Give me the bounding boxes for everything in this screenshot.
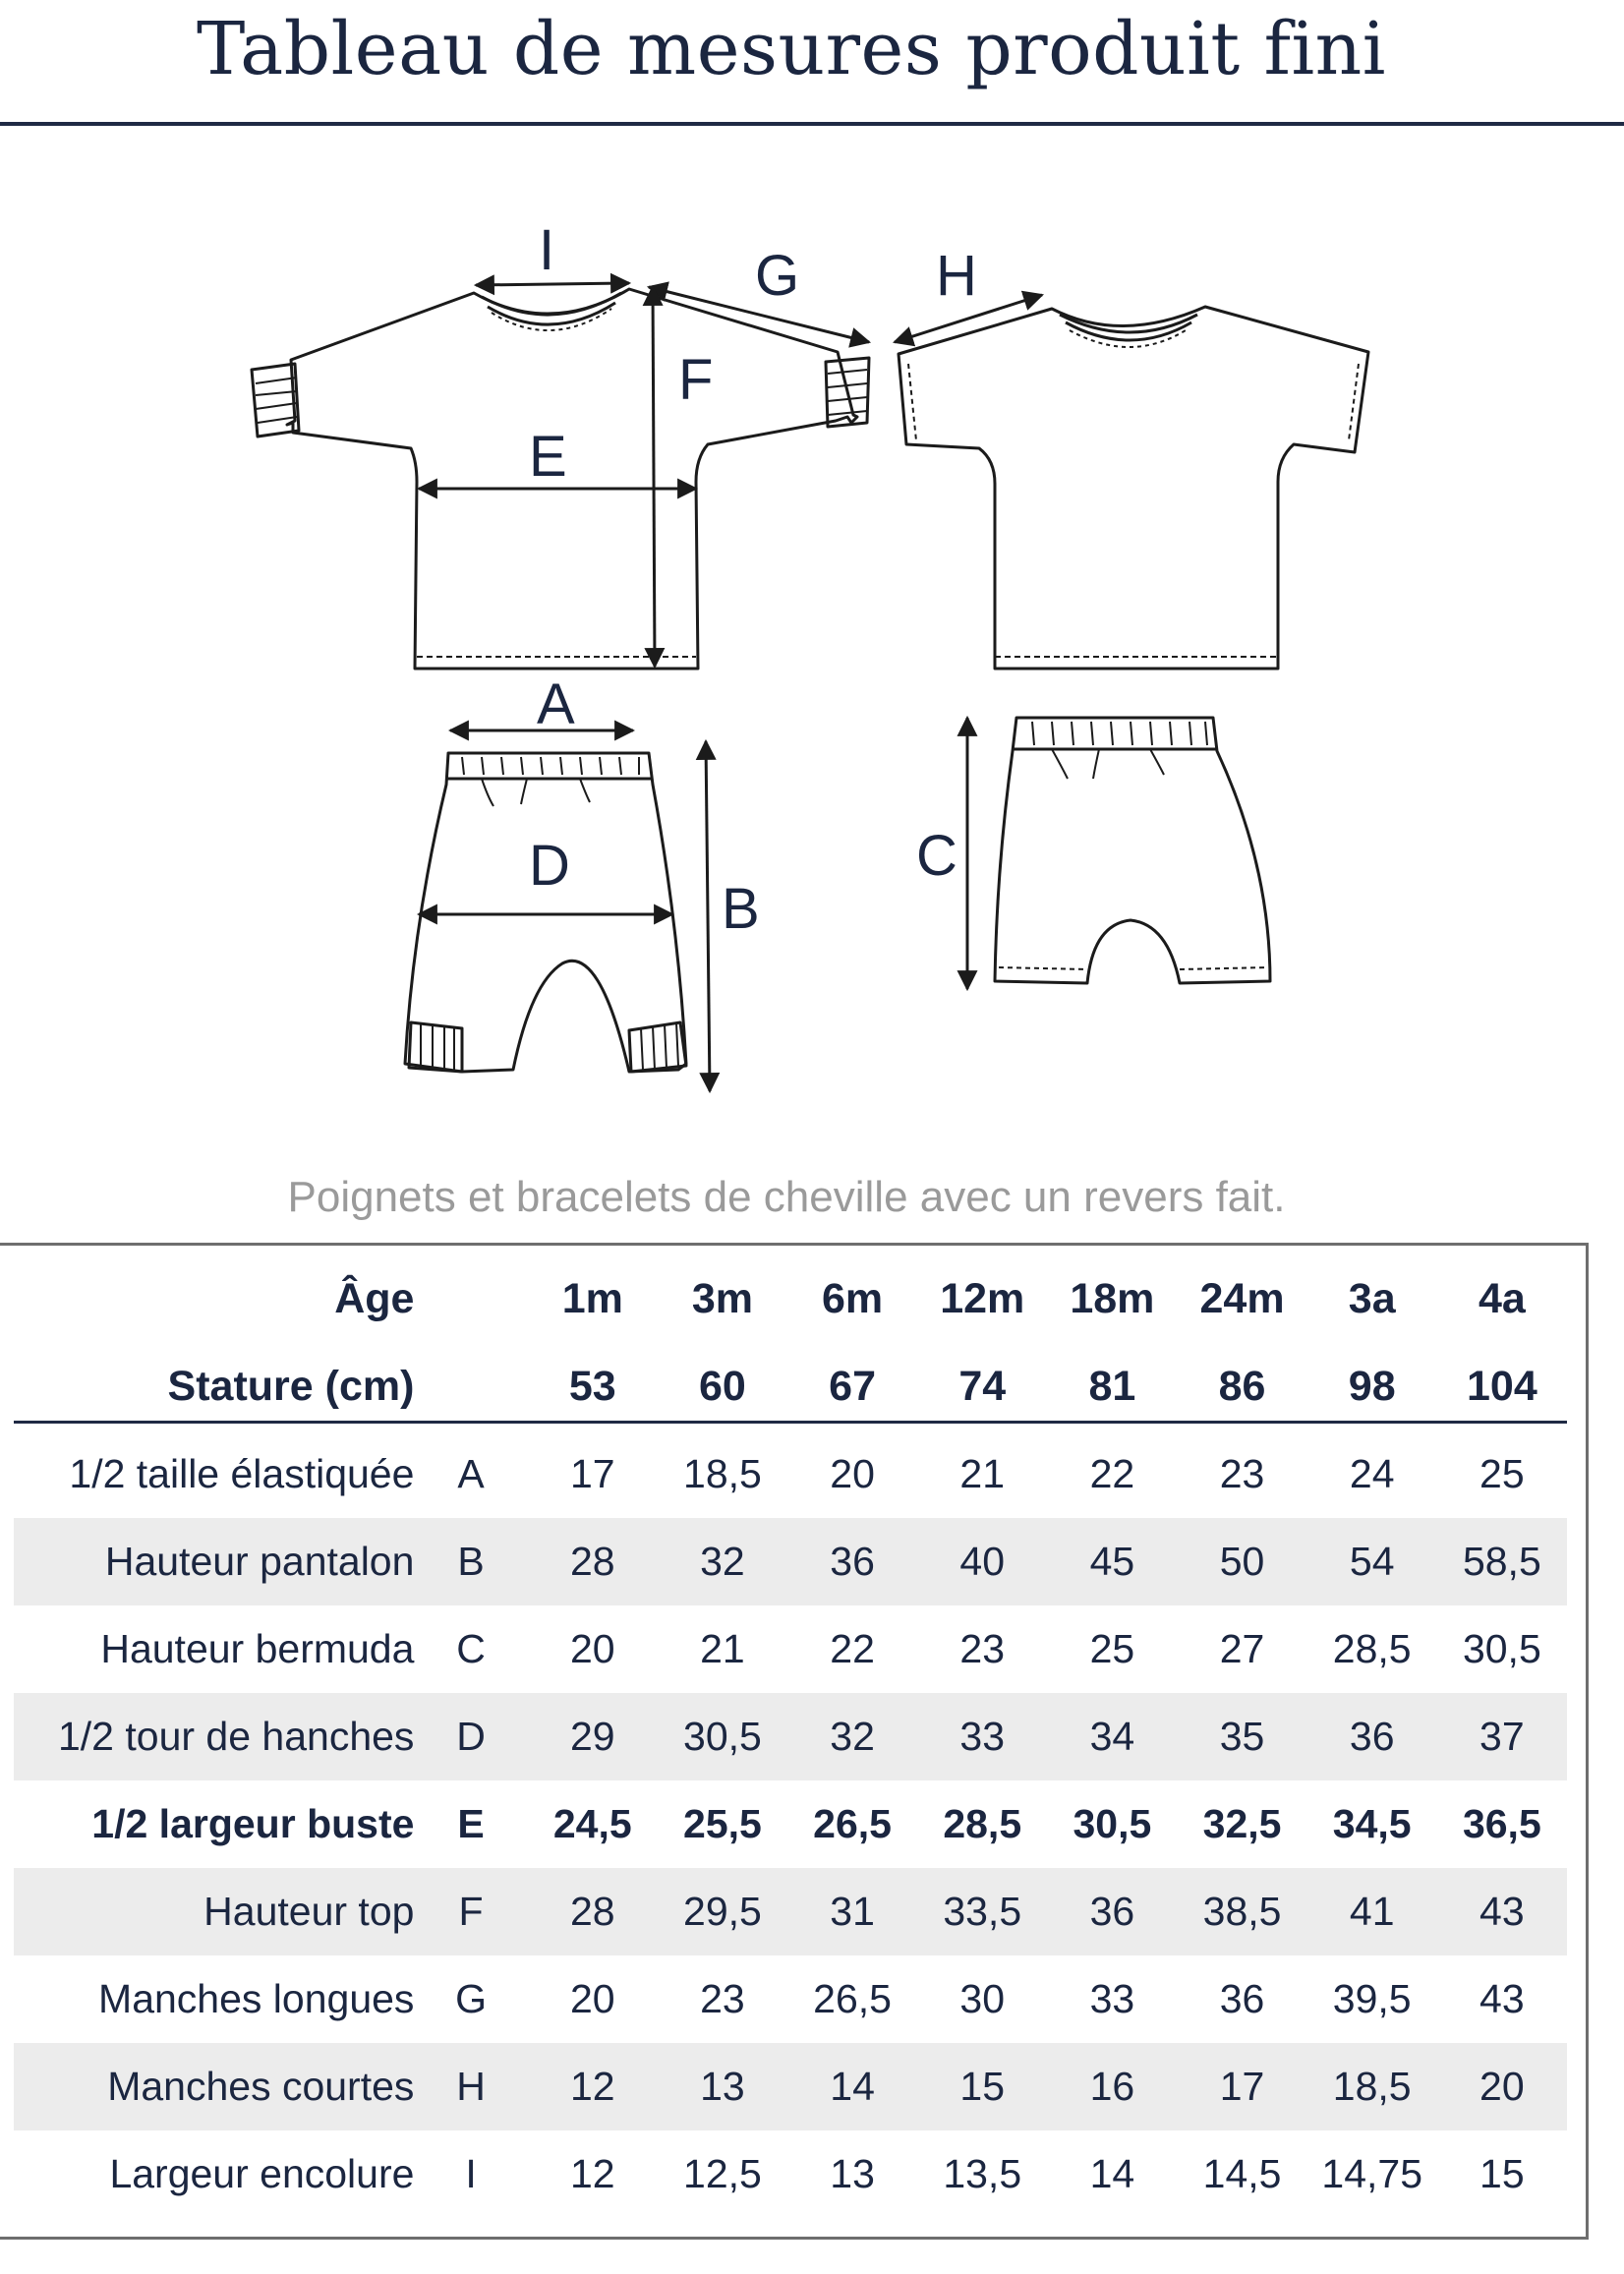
age-cell: 18m: [1070, 1275, 1155, 1322]
label-c: C: [916, 824, 957, 888]
measure-value: 33: [959, 1714, 1006, 1759]
measure-letter: H: [456, 2064, 486, 2109]
measure-value: 31: [830, 1889, 875, 1934]
page-title: Tableau de mesures produit fini: [197, 7, 1386, 91]
label-a: A: [537, 672, 575, 736]
measure-value: 29: [569, 1714, 615, 1759]
measure-value: 18,5: [1332, 2064, 1412, 2109]
measure-label: Manches courtes: [107, 2064, 415, 2109]
measure-value: 32: [830, 1714, 875, 1759]
label-g: G: [755, 244, 800, 308]
measure-letter: C: [456, 1626, 486, 1671]
stature-cell: 53: [568, 1363, 616, 1410]
garment-sketch: [0, 177, 1624, 1121]
garment-diagram: [0, 177, 1624, 1121]
measure-value: 30,5: [1073, 1801, 1152, 1846]
label-h: H: [936, 244, 977, 308]
measure-value: 25,5: [683, 1801, 762, 1846]
measure-value: 40: [959, 1539, 1006, 1584]
measure-value: 23: [700, 1976, 745, 2021]
age-cell: 4a: [1478, 1275, 1526, 1322]
short-sleeve-top-sketch: [899, 307, 1368, 669]
age-header-row: [14, 1255, 1567, 1343]
title-divider: [0, 122, 1624, 126]
measure-label: 1/2 largeur buste: [91, 1801, 415, 1846]
measure-letter: I: [465, 2151, 477, 2196]
measure-value: 41: [1349, 1889, 1395, 1934]
measure-value: 14,75: [1321, 2151, 1422, 2196]
table-row: [14, 2043, 1567, 2130]
measure-value: 14: [830, 2064, 875, 2109]
measure-value: 17: [1219, 2064, 1265, 2109]
measure-value: 26,5: [813, 1801, 892, 1846]
measure-label: Manches longues: [98, 1976, 415, 2021]
measure-value: 50: [1219, 1539, 1265, 1584]
measure-value: 35: [1219, 1714, 1265, 1759]
table-row: [14, 1605, 1567, 1693]
measure-letter: G: [455, 1976, 487, 2021]
measure-value: 36: [1349, 1714, 1395, 1759]
long-pants-sketch: [405, 753, 686, 1072]
label-b: B: [722, 877, 760, 941]
measure-value: 25: [1089, 1626, 1135, 1671]
measure-value: 23: [959, 1626, 1006, 1671]
measure-value: 15: [959, 2064, 1006, 2109]
table-row: [14, 1780, 1567, 1868]
measure-letter: F: [458, 1889, 484, 1934]
table-header-divider: [14, 1421, 1567, 1424]
measure-value: 58,5: [1462, 1539, 1541, 1584]
measure-value: 36: [1219, 1976, 1265, 2021]
measure-value: 24: [1349, 1451, 1395, 1496]
measure-value: 36: [1089, 1889, 1135, 1934]
measure-value: 30: [959, 1976, 1006, 2021]
measure-value: 28,5: [943, 1801, 1022, 1846]
measure-value: 54: [1349, 1539, 1395, 1584]
measure-value: 38,5: [1202, 1889, 1282, 1934]
measure-value: 15: [1479, 2151, 1525, 2196]
table-row: [14, 1868, 1567, 1955]
measure-value: 20: [569, 1976, 615, 2021]
measure-value: 22: [830, 1626, 875, 1671]
age-cell: 6m: [822, 1275, 884, 1322]
measure-letter: D: [456, 1714, 486, 1759]
measure-value: 32,5: [1202, 1801, 1282, 1846]
age-cell: 1m: [561, 1275, 623, 1322]
measure-value: 22: [1089, 1451, 1135, 1496]
measure-value: 29,5: [683, 1889, 762, 1934]
measure-value: 18,5: [683, 1451, 762, 1496]
table-row: [14, 2130, 1567, 2218]
measure-value: 32: [700, 1539, 745, 1584]
table-row: [14, 1955, 1567, 2043]
measure-value: 30,5: [1462, 1626, 1541, 1671]
label-i: I: [539, 218, 555, 282]
label-f: F: [678, 348, 714, 412]
measure-value: 14,5: [1202, 2151, 1282, 2196]
measure-value: 21: [700, 1626, 745, 1671]
measure-value: 20: [569, 1626, 615, 1671]
stature-header-label: Stature (cm): [167, 1363, 415, 1410]
stature-cell: 60: [699, 1363, 746, 1410]
measure-value: 21: [959, 1451, 1006, 1496]
table-row: [14, 1518, 1567, 1605]
measure-value: 28: [569, 1889, 615, 1934]
measure-label: Hauteur top: [203, 1889, 415, 1934]
measure-value: 13,5: [943, 2151, 1022, 2196]
measure-label: Hauteur pantalon: [104, 1539, 415, 1584]
measure-value: 45: [1089, 1539, 1135, 1584]
measure-value: 43: [1479, 1889, 1525, 1934]
stature-cell: 81: [1088, 1363, 1136, 1410]
measure-value: 39,5: [1332, 1976, 1412, 2021]
stature-cell: 86: [1218, 1363, 1266, 1410]
measure-value: 28,5: [1332, 1626, 1412, 1671]
measure-label: 1/2 tour de hanches: [57, 1714, 415, 1759]
measure-value: 36,5: [1462, 1801, 1541, 1846]
measure-value: 37: [1479, 1714, 1525, 1759]
measure-value: 13: [700, 2064, 745, 2109]
measure-label: Hauteur bermuda: [100, 1626, 415, 1671]
age-cell: 3m: [691, 1275, 753, 1322]
label-d: D: [529, 834, 570, 898]
measure-value: 28: [569, 1539, 615, 1584]
measure-label: 1/2 taille élastiquée: [69, 1451, 415, 1496]
stature-cell: 104: [1466, 1363, 1537, 1410]
measure-letter: E: [457, 1801, 485, 1846]
measure-value: 43: [1479, 1976, 1525, 2021]
measure-letter: A: [457, 1451, 485, 1496]
measure-value: 12: [569, 2151, 615, 2196]
measure-letter: B: [457, 1539, 485, 1584]
measure-value: 14: [1089, 2151, 1135, 2196]
age-header-label: Âge: [334, 1275, 415, 1322]
measure-value: 17: [569, 1451, 615, 1496]
measure-value: 34: [1089, 1714, 1135, 1759]
measure-value: 23: [1219, 1451, 1265, 1496]
dimension-arrows: [419, 283, 1042, 1091]
measure-value: 20: [1479, 2064, 1525, 2109]
measure-value: 27: [1219, 1626, 1265, 1671]
measure-value: 34,5: [1332, 1801, 1412, 1846]
stature-cell: 67: [829, 1363, 876, 1410]
measure-value: 36: [830, 1539, 875, 1584]
measure-value: 26,5: [813, 1976, 892, 2021]
measure-value: 24,5: [552, 1801, 632, 1846]
stature-cell: 74: [958, 1363, 1007, 1410]
measure-value: 16: [1089, 2064, 1135, 2109]
table-row: [14, 1430, 1567, 1518]
stature-cell: 98: [1348, 1363, 1396, 1410]
measure-value: 20: [830, 1451, 875, 1496]
measure-value: 33: [1089, 1976, 1135, 2021]
stature-header-row: [14, 1343, 1567, 1430]
measure-value: 12: [569, 2064, 615, 2109]
age-cell: 12m: [940, 1275, 1025, 1322]
table-row: [14, 1693, 1567, 1780]
measure-value: 12,5: [683, 2151, 762, 2196]
age-cell: 24m: [1199, 1275, 1285, 1322]
measure-value: 25: [1479, 1451, 1525, 1496]
cuff-note: Poignets et bracelets de cheville avec un revers fait.: [287, 1173, 1286, 1221]
age-cell: 3a: [1348, 1275, 1396, 1322]
measure-value: 30,5: [683, 1714, 762, 1759]
shorts-sketch: [995, 718, 1270, 983]
measure-value: 33,5: [943, 1889, 1022, 1934]
measure-value: 13: [830, 2151, 875, 2196]
measure-label: Largeur encolure: [109, 2151, 415, 2196]
label-e: E: [529, 425, 567, 489]
